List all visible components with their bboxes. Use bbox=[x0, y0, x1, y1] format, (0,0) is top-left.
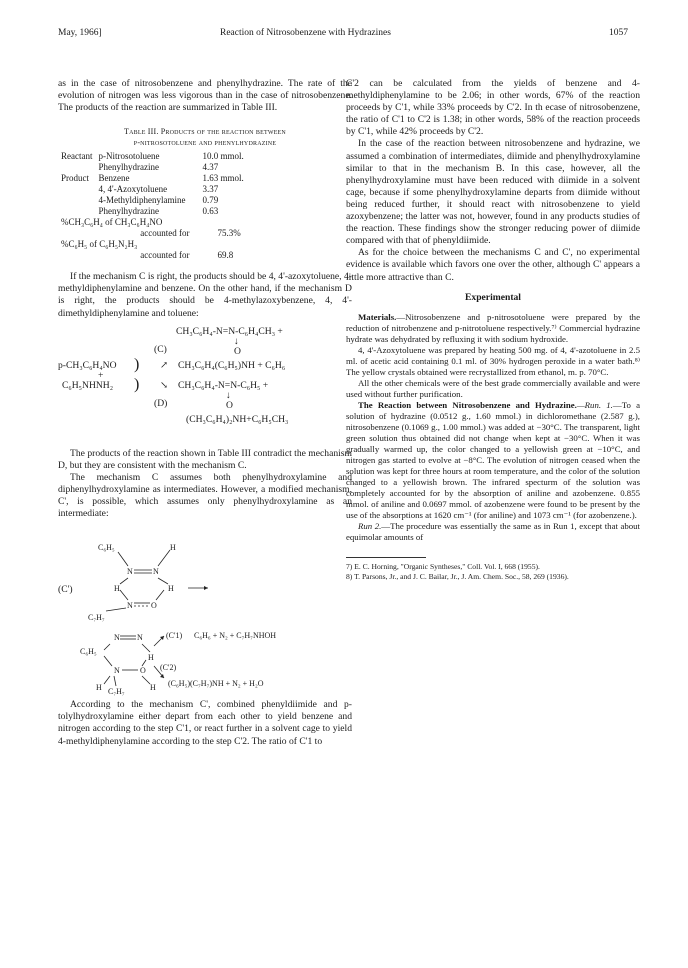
oxygen-label: O bbox=[234, 345, 241, 357]
paragraph: As for the choice between the mechanisms C and C', no experimental evidence is available which favors one over the other, although C' appears a little more attractive than C. bbox=[346, 247, 640, 283]
atom-label: H bbox=[114, 584, 120, 594]
atom-label: O bbox=[140, 666, 146, 676]
left-column bbox=[58, 78, 352, 748]
paragraph: 4, 4'-Azoxytoluene was prepared by heating 500 mg. of 4, 4'-azotoluene in 2.5 ml. of acetic acid containing 0.1 ml. of 30% hydrogen peroxide in a water bath.⁸⁾ The yellow crystals obtained were recrystallized from ethanol, m. p. 70°C. bbox=[346, 344, 640, 377]
atom-label: N bbox=[114, 666, 120, 676]
footnotes bbox=[346, 557, 640, 582]
scheme-product-amine: (CH₃C₆H₄)₂NH+C₆H₅CH₃ bbox=[186, 413, 289, 425]
table-row bbox=[58, 173, 247, 184]
paragraph: as in the case of nitrosobenzene and phenylhydrazine. The rate of the evolution of nitrogen was less vigorous than in the case of nitrosobenzene. The products of the reaction are summarized in Table III. bbox=[58, 78, 352, 114]
reactant-phenylhydrazine: C₆H₅NHNH₂ bbox=[62, 379, 114, 391]
table-row bbox=[58, 151, 247, 162]
table-cell: Phenylhydrazine bbox=[98, 206, 159, 217]
diagram-path-products: C₆H₆ + N₂ + C₇H₇NHOH bbox=[194, 631, 277, 641]
paragraph: C'2 can be calculated from the yields of benzene and 4-methyldiphenylamine to be 2.06; in other words, 67% of the reaction proceeds by C'1, while 33% proceeds by C'2. In th ecase of nitrosobenzene, the ratio of C'1 to C'2 is 1.38; in other words, 58% of the reaction proceeds by C'1, while 42% proceeds by C'2. bbox=[346, 78, 640, 138]
table-cell: Benzene bbox=[98, 173, 130, 184]
mechanism-diagram bbox=[58, 528, 352, 697]
atom-label: N bbox=[127, 567, 133, 577]
atom-label: N bbox=[127, 601, 133, 611]
paragraph: The products of the reaction shown in Table III contradict the mechanism D, but they are consistent with the mechanism C. bbox=[58, 447, 352, 471]
run-in-heading: The Reaction between Nitrosobenzene and Hydrazine. bbox=[358, 399, 577, 410]
table-cell: 0.63 bbox=[202, 206, 219, 217]
table-cell: 0.79 bbox=[202, 195, 219, 206]
paragraph: The mechanism C assumes both phenylhydroxylamine and diphenylhydroxylamine as intermediates. However, a modified mechanism, C', is possible, which assumes only phenylhydroxylamine as an intermediate: bbox=[58, 471, 352, 520]
table-row bbox=[58, 162, 247, 173]
arrow-up-right: ↗ bbox=[160, 359, 169, 371]
table-cell bbox=[58, 206, 95, 217]
table-cell: 1.63 mmol. bbox=[202, 173, 244, 184]
atom-label: C₇H₇ bbox=[88, 613, 105, 623]
table-cell bbox=[58, 184, 95, 195]
table-cell: 4.37 bbox=[202, 162, 219, 173]
paragraph: Materials.—Nitrosobenzene and p-nitrosotoluene were prepared by the reduction of nitrobenzene and p-nitrotoluene respectively.⁷⁾ Commercial hydrazine hydrate was dehydrated by refluxing it with sodium hydroxide. bbox=[346, 311, 640, 344]
atom-label: N bbox=[137, 633, 143, 643]
atom-label: C₆H₅ bbox=[98, 543, 115, 553]
atom-label: H bbox=[96, 683, 102, 693]
footnote-rule bbox=[346, 557, 426, 558]
mechanism-label-c: (C) bbox=[154, 343, 167, 355]
section-heading: Experimental bbox=[465, 291, 521, 303]
paragraph: According to the mechanism C', combined phenyldiimide and p-tolylhydroxylamine either depart from each other to yield benzene and nitrogen according to the step C'1, or react further in a solvent cage to yield 4-methyldiphenylamine according to the step C'2. The ratio of C'1 to bbox=[58, 699, 352, 747]
table-caption: Table III. Products of the reaction between p-nitrosotoluene and phenylhydrazine bbox=[124, 127, 286, 148]
table-row bbox=[58, 206, 247, 217]
atom-label: O bbox=[151, 601, 157, 611]
diagram-path-products: (C₆H₅)(C₇H₇)NH + N₂ + H₂O bbox=[168, 679, 264, 689]
table-cell: Reactant bbox=[61, 151, 93, 162]
scheme-product-d: CH₃C₆H₄-N=N-C₆H₅ + bbox=[178, 379, 269, 391]
atom-label: H bbox=[148, 653, 154, 663]
arrow-down-right: ↘ bbox=[160, 379, 169, 391]
atom-label: C₇H₇ bbox=[108, 687, 125, 697]
table-row: %C₆H₅ of C₆H₅N₂H₃ bbox=[61, 239, 138, 250]
run-label: Run 2. bbox=[358, 520, 382, 531]
table-row bbox=[58, 195, 247, 206]
table-cell: 10.0 mmol. bbox=[202, 151, 244, 162]
table-cell: Product bbox=[61, 173, 89, 184]
arrow-down: ↓ bbox=[234, 335, 239, 347]
right-column bbox=[346, 78, 640, 582]
atom-label: N bbox=[153, 567, 159, 577]
oxygen-label: O bbox=[226, 399, 233, 411]
table-cell: 4, 4'-Azoxytoluene bbox=[98, 184, 168, 195]
run-in-heading: Materials. bbox=[358, 311, 397, 322]
scheme-product-c: CH₃C₆H₄(C₆H₅)NH + C₆H₆ bbox=[178, 359, 286, 371]
paragraph: The Reaction between Nitrosobenzene and Hydrazine.—Run. 1.—To a solution of hydrazine (0.0512 g., 1.60 mmol.) in dichloromethane (2.587 g.), nitrosobenzene (0.1069 g., 1.00 mmol.) was added at −30°C. The transparent, light green solution thus obtained did not change when kept at −30°C. When it was gradually warmed up, the color changed to a yellowish green at −10°C, and nitrogen gas started to evolve at −8°C. The evolution of nitrogen ceased when the solution was kept for three hours at room temperature, and the color of the solution changed to a yellowish brown. The infrared specturm of the solution was completely accounted for by the absorption of aniline and azobenzene. 0.855 mmol. of aniline and 0.0697 mmol. of azobenzene were found to be present by the use of the absorptions at 1620 cm⁻¹ (for aniline) and 1073 cm⁻¹ (for azobenzene.). bbox=[346, 399, 640, 520]
table-row: %CH₃C₆H₄ of CH₃C₆H₄NO bbox=[61, 217, 163, 228]
table-cell: 3.37 bbox=[202, 184, 219, 195]
reactant-nitrosotoluene: p-CH₃C₆H₄NO bbox=[58, 359, 117, 371]
header-title: Reaction of Nitrosobenzene with Hydrazines bbox=[220, 28, 391, 38]
diagram-path-label: (C'2) bbox=[160, 663, 177, 673]
plus-sign: + bbox=[98, 369, 104, 381]
run-label: —Run. 1. bbox=[576, 399, 613, 410]
atom-label: H bbox=[150, 683, 156, 693]
paragraph: In the case of the reaction between nitrosobenzene and hydrazine, we assumed a combination of intermediates, diimide and phenylhydroxylamine similar to that in the mechanism B. In this case, however, all the phenylhydroxylamine must have been reduced with diimide in a solvent cage, because if some phenylhydroxylamine departs from diimide without being reduced further, it should react with nitrosobenzene to yield azoxybenzene; the latter was not, however, found in any products studies of the reaction. These findings show the stronger reducing power of diimide compared with that of phenyldiimide. bbox=[346, 138, 640, 247]
table-cell: p-Nitrosotoluene bbox=[98, 151, 160, 162]
paragraph: Run 2.—The procedure was essentially the same as in Run 1, except that about equimolar amounts of bbox=[346, 520, 640, 542]
table-row: accounted for 69.8 bbox=[140, 250, 234, 261]
paragraph: If the mechanism C is right, the products should be 4, 4'-azoxytoluene, 4-methyldiphenylamine and benzene. On the other hand, if the mechanism D is right, the products should be 4-methylazoxybenzene, 4, 4'-dimethyldiphenylamine and toluene: bbox=[58, 271, 352, 319]
paragraph: All the other chemicals were of the best grade commercially available and were used without further purification. bbox=[346, 377, 640, 399]
header-date: May, 1966] bbox=[58, 28, 102, 38]
reaction-scheme: CH₃C₆H₄-N=N-C₆H₄CH₃ + ↓ (C) O p-CH₃C₆H₄NO + C₆H₅NHNH₂ ) ) ↗ CH₃C₆H₄(C₆H₅)NH + C₆H₆ ↘ CH₃C₆H₄-N=N-C₆H₅ + (D) ↓ O (CH₃C₆H₄)₂NH+C₆H₅CH₃ bbox=[58, 325, 289, 425]
arrow-down: ↓ bbox=[226, 389, 231, 401]
atom-label: C₆H₅ bbox=[80, 647, 97, 657]
experimental-body bbox=[346, 312, 640, 543]
footnote: 8) T. Parsons, Jr., and J. C. Bailar, Jr., J. Am. Chem. Soc., 58, 269 (1936). bbox=[346, 571, 569, 581]
header-page-number: 1057 bbox=[609, 28, 628, 38]
table-row: accounted for 75.3% bbox=[140, 228, 241, 239]
scheme-product-azo: CH₃C₆H₄-N=N-C₆H₄CH₃ + bbox=[176, 325, 283, 337]
mechanism-label-d: (D) bbox=[154, 397, 168, 409]
atom-label: N bbox=[114, 633, 120, 643]
table-cell bbox=[58, 162, 95, 173]
table-cell: 4-Methyldiphenylamine bbox=[98, 195, 186, 206]
products-table bbox=[58, 151, 247, 261]
diagram-path-label: (C'1) bbox=[166, 631, 183, 641]
table-row bbox=[58, 184, 247, 195]
table-cell bbox=[58, 195, 95, 206]
atom-label: H bbox=[170, 543, 176, 553]
mechanism-label-c-prime: (C') bbox=[58, 584, 73, 596]
footnote: 7) E. C. Horning, "Organic Syntheses," Coll. Vol. I, 668 (1955). bbox=[346, 561, 540, 571]
atom-label: H bbox=[168, 584, 174, 594]
table-cell: Phenylhydrazine bbox=[98, 162, 159, 173]
